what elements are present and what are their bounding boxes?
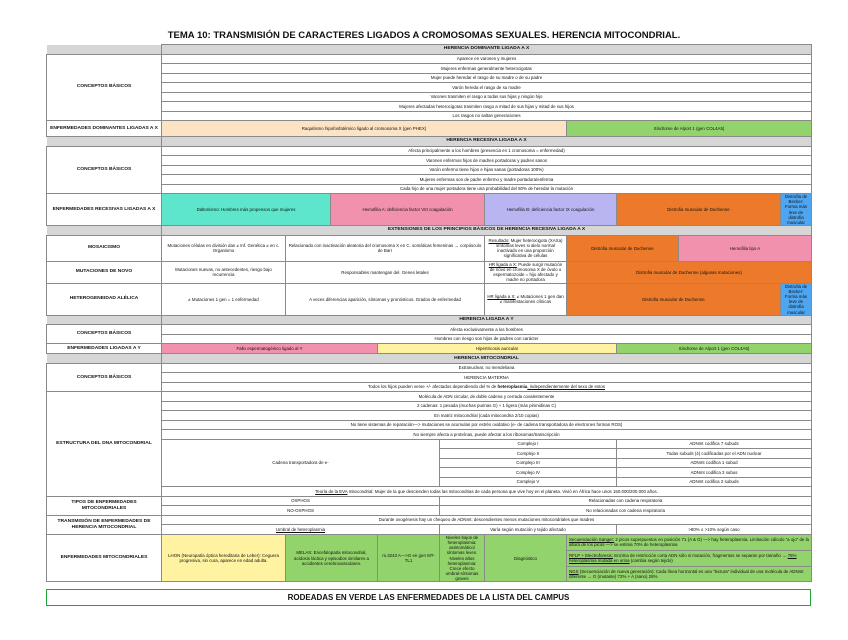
text-span: (Secuenciación de nueva generación): Cada línea horizontal es una "lectura" individual de una molécula de ADNmt diferente → G (mutante) 72% + A (sano) 28% — [569, 568, 804, 579]
threshold-label — [162, 525, 440, 535]
disease-cell-becker: Distrofia de Becker: Forma más leve de distrofia muscular — [781, 194, 812, 226]
text-cell — [485, 283, 567, 315]
mutation-cell: m.3243 A—>G en gen MT-TL1 — [378, 534, 440, 582]
y-concepts-label: CONCEPTOS BÁSICOS — [47, 325, 162, 344]
type-oxphos: OXPHOS — [162, 496, 440, 506]
text-cell: Mutaciones células en división dan ≠ Inf. Genética ≠ en c. Organismo — [162, 235, 286, 261]
disease-cell-duchenne: Distrofia muscular de Duchenne (algunas mutaciones) — [567, 261, 812, 283]
recessive-diseases-label: ENFERMEDADES RECESIVAS LIGADAS A X — [47, 194, 162, 226]
list-item: Varones trasmiten el rasgo a todas sus hijas y ningún hijo — [162, 92, 812, 102]
complex-name: Complejo I — [440, 439, 617, 449]
text-cell: ≠ Mutaciones 1 gen = 1 enfermedad — [162, 283, 286, 315]
heterogeneidad-label: HETEROGENEIDAD ALÉLICA — [47, 283, 162, 315]
text-span: Puede surgir mutación de novo en cromosoma X de óvulo o espermatozoide = hijo afectado y madre no portadora — [489, 261, 563, 283]
text-span: mitocondrial: Mujer de la que descienden todas las mitocondrias de cada persona que vive hoy en el planeta. Vivió en África hace unos 150.000/200.000 años. — [347, 488, 658, 494]
text-underlined: HR ligada a X: — [488, 261, 518, 267]
disease-cell-duchenne: Distrofia muscular de Duchenne — [617, 194, 781, 226]
disease-cell-duchenne: Distrofia muscular de Duchenne — [567, 283, 781, 315]
disease-cell-duchenne: Distrofia muscular de Duchenne — [567, 235, 679, 261]
list-item — [162, 382, 812, 392]
list-item: Varón enfermo tiene hijos e hijas sanas (portadoras 100%) — [162, 165, 812, 175]
list-item: Extranuclear, no mendeliana — [162, 363, 812, 373]
text-underlined: Umbral de heteroplasmia — [275, 526, 326, 532]
text-underlined: Teoría de la EVA — [315, 488, 348, 494]
complex-name: Complejo II — [440, 449, 617, 459]
y-header: HERENCIA LIGADA A Y — [162, 315, 812, 325]
complex-desc: ADNmt codifica 7 subuds — [617, 439, 812, 449]
diagnosis-label: Diagnóstico — [485, 534, 567, 582]
text-underlined: NGS — [569, 568, 579, 574]
page-title: TEMA 10: TRANSMISIÓN DE CARACTERES LIGADOS A CROMOSOMAS SEXUALES. HERENCIA MITOCONDRIAL. — [167, 30, 681, 41]
list-item: Varón hereda el rasgo de su madre — [162, 83, 812, 93]
disease-cell-hemofilia-a: Hemofilia tipo A — [679, 235, 812, 261]
mosaicismo-label: MOSAICISMO — [47, 235, 162, 261]
complex-desc: Todas subuds (4) codificadas por el ADN nuclear — [617, 449, 812, 459]
dna-structure-label: ESTRUCTURA DEL DNA MITOCONDRIAL — [47, 392, 162, 497]
text-cell: A veces diferencias aparición, síntomas y pronósticos. Grados de enfermedad — [286, 283, 485, 315]
disease-cell-hemofilia-b: Hemofilia B: deficiencia factor IX coagulación — [485, 194, 617, 226]
disease-cell-becker: Distrofia de Becker: Forma más leve de distrofia muscular — [781, 283, 812, 315]
list-item: HERENCIA MATERNA — [162, 373, 812, 383]
eva-theory — [162, 487, 812, 497]
type-nonoxphos: NO-OXPHOS — [162, 506, 440, 516]
footer-note: RODEADAS EN VERDE LAS ENFERMEDADES DE LA LISTA DEL CAMPUS — [46, 589, 811, 606]
text-span: (cambia según tejido) — [629, 558, 673, 564]
list-item: No tiene sistemas de reparación—> mutaciones se acumulan por estrés oxidativo (e- de cadena transportadora de electrones forman ROS) — [162, 420, 812, 430]
text-span: Todos los hijos pueden verse +/- afectados dependiendo del % de — [368, 384, 498, 390]
disease-cell-alport: Síndrome de Alport 1 (gen COL4A5) — [567, 121, 812, 137]
summary-sheet — [46, 44, 811, 582]
list-item: Durante ovogénesis hay un chequeo de ADNmt: descendientes menos mutaciones mitocondriales que madres — [162, 515, 812, 525]
disease-cell-raquitismo: Raquitismo hipofosfatémico ligado al cromosoma X (gen PHEX) — [162, 121, 567, 137]
type-nonoxphos-desc: No relacionadas con cadena respiratoria — [440, 506, 812, 516]
list-item: Afecta principalmente a los hombres (presencia en 1 cromosoma = enfermedad) — [162, 146, 812, 156]
mito-concepts-label: CONCEPTOS BÁSICOS — [47, 363, 162, 392]
list-item: Mujeres afectadas heterocigotas trasmiten rasgo a mitad de sus hijas y mitad de sus hijos — [162, 102, 812, 112]
text-cell — [485, 235, 567, 261]
chain-label: Cadena transportadora de e- — [162, 439, 440, 487]
dominant-x-header: HERENCIA DOMINANTE LIGADA A X — [162, 45, 812, 55]
list-item: Aparece en varones y mujeres — [162, 54, 812, 64]
text-underlined: Secuenciación Sanger: — [569, 537, 615, 542]
dominant-diseases-label: ENFERMEDADES DOMINANTES LIGADAS A X — [47, 121, 162, 137]
list-item: Hombres con riesgo son hijos de padres con carácter — [162, 334, 812, 344]
recessive-concepts-label: CONCEPTOS BÁSICOS — [47, 146, 162, 194]
types-label: TIPOS DE ENFERMEDADES MITOCONDRIALES — [47, 496, 162, 515]
diagnosis-sanger — [567, 534, 812, 550]
list-item: Afecta exclusivamente a los hombres — [162, 325, 812, 335]
threshold-value: >80% o >10% según caso — [617, 525, 812, 535]
disease-cell-lhon: LHON (Neuropatía óptica hereditaria de Leber): Ceguera progresiva, sin cura, aparece en edad adulta. — [162, 534, 286, 582]
text-span: 2 picos superpuestos en posición 71 (A & G) —> hay heteroplasmia. Limitación cálculo "a ojo" de la altura de los picos —> se estima 70% de heteroplasmia — [569, 537, 809, 548]
mito-diseases-label: ENFERMEDADES MITOCONDRIALES — [47, 534, 162, 582]
y-diseases-label: ENFERMEDADES LIGADAS A Y — [47, 344, 162, 354]
threshold-desc: Varía según mutación y tejido afectado — [440, 525, 617, 535]
list-item: Mujeres enfermas son de padre enfermo y madre portadora/enferma — [162, 175, 812, 185]
list-item: Mujer puede heredar el rasgo de su madre o de su padre — [162, 73, 812, 83]
text-underlined: , independientemente del sexo de estos — [527, 384, 605, 390]
disease-cell-hemofilia-a: Hemofilia A: deficiencia factor VIII coagulación — [331, 194, 485, 226]
complex-name: Complejo IV — [440, 468, 617, 478]
text-underlined: HR ligada a X: — [487, 294, 516, 299]
complex-desc: ADNmt codifica 3 subus — [617, 468, 812, 478]
complex-desc: ADNmt codifica 2 subuds — [617, 477, 812, 487]
recessive-x-header: HERENCIA RECESIVA LIGADA A X — [162, 137, 812, 147]
text-cell: Mutaciones nuevas, no antecedentes, riesgo bajo recurrencia — [162, 261, 286, 283]
text-cell: Responsables mantengan del. Genes letales — [286, 261, 485, 283]
list-item: Varones enfermos hijos de madres portadoras y padres sanos — [162, 156, 812, 166]
list-item: 2 cadenas: 1 pesada (muchas purinas G) + 1 ligera (más pirimidinas C) — [162, 401, 812, 411]
dominant-concepts-label: CONCEPTOS BÁSICOS — [47, 54, 162, 121]
list-item: Cada hijo de una mujer portadora tiene una probabilidad del 50% de heredar la mutación — [162, 184, 812, 194]
diagnosis-rflp — [567, 550, 812, 566]
mito-header: HERENCIA MITOCONDRIAL — [162, 354, 812, 364]
list-item: En matriz mitocondrial (cada mitocondria 2/10 copias) — [162, 411, 812, 421]
list-item: Los rasgos no saltan generaciones — [162, 111, 812, 121]
novo-label: MUTACIONES DE NOVO — [47, 261, 162, 283]
text-span: Enzima de restricción corta ADN sólo si mutación, fragmentos se separan por tamaño → — [612, 552, 788, 558]
text-span: ≠ Mutaciones 1 gen dan ≠ manifestaciones clínicas — [499, 294, 564, 305]
type-oxphos-desc: Relacionadas con cadena respiratoria — [440, 496, 812, 506]
list-item: No siempre afecta a proteínas, puede afectar a los ribosomas/transcripción — [162, 430, 812, 440]
list-item: Mujeres enfermas generalmente heterocigotas — [162, 64, 812, 74]
transmission-label: TRANSMISIÓN DE ENFERMEDADES DE HERENCIA MITOCONDRIAL — [47, 515, 162, 534]
diagnosis-ngs — [567, 566, 812, 582]
text-bold: heteroplasmia — [497, 384, 528, 390]
complex-name: Complejo V — [440, 477, 617, 487]
disease-cell-hipertricosis: Hipertricosis auricular — [378, 344, 617, 354]
summary-table — [46, 44, 812, 582]
text-cell — [485, 261, 567, 283]
heteroplasmy-levels: Niveles bajos de heteroplasmia: asintomático/ síntomas leves. Niveles altos heteroplasmia: Crece efecto umbral-síntomas graves — [440, 534, 485, 582]
text-underlined: 78% heteroplasmia mutada en orina — [569, 552, 797, 564]
list-item: Molécula de ADN circular, de doble cadena y cerrada covalentemente — [162, 392, 812, 402]
disease-cell-daltonismo: Daltonismo: Hombres más propensos que mujeres — [162, 194, 331, 226]
text-underlined: RFLP + Electroforesis: — [569, 552, 613, 558]
text-underlined: Resultado: — [488, 237, 510, 243]
complex-name: Complejo III — [440, 458, 617, 468]
disease-cell-melas: MELAS: Encefalopatía mitocondrial, acidosis láctica y episodios similares a accidentes cerebrovasculares. — [286, 534, 378, 582]
disease-cell-alport: Síndrome de Alport 1 (gen COL4A5) — [617, 344, 812, 354]
extensions-header: EXTENSIONES DE LOS PRINCIPIOS BÁSICOS DE HERENCIA RECESIVA LIGADA A X — [162, 226, 812, 236]
text-cell: Relacionado con inactivación aleatoria del cromosoma X en C. somáticas femeninas → corpúsculo de Barr — [286, 235, 485, 261]
text-span: Mujer heterocigota (XAXa) síntomas leves si alelo normal inactivado en una proporción significativa de células — [496, 237, 563, 259]
complex-desc: ADNmt codifica 1 subud — [617, 458, 812, 468]
disease-cell-fallo: Fallo espermatogénico ligado al Y — [162, 344, 378, 354]
